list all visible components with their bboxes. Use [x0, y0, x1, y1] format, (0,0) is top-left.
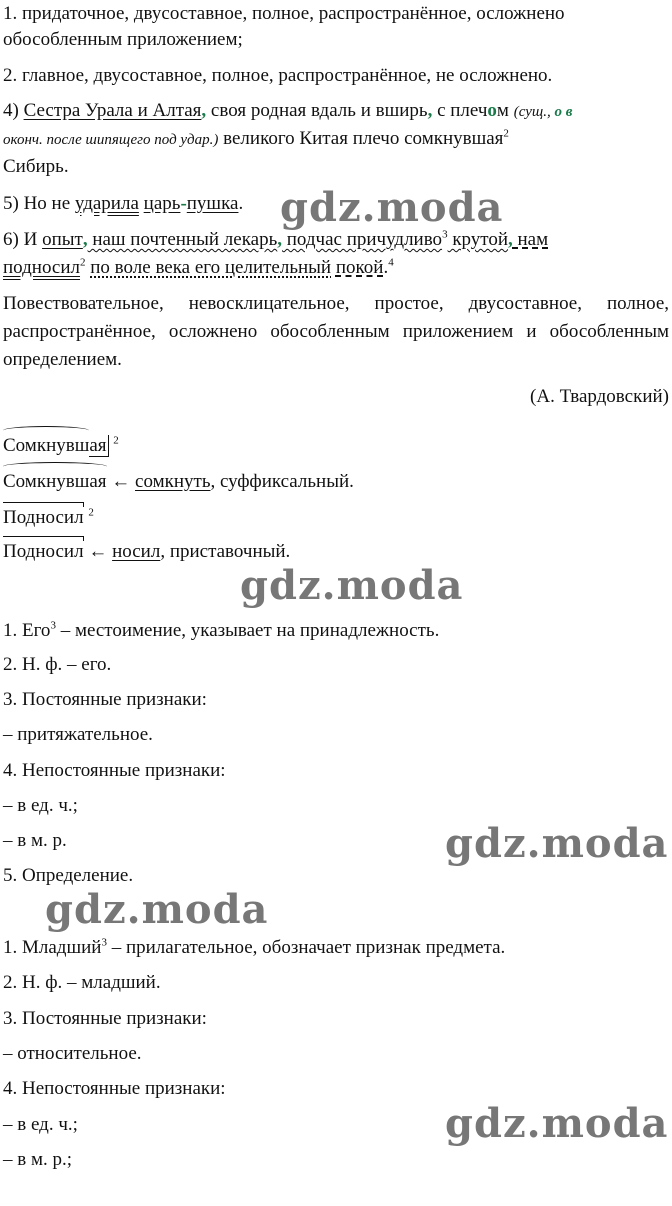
- sentence-description: Повествовательное, невосклицательное, простое, двусоставное, полное, распространённое, осложнено обособленным приложением и обособленным определением.: [3, 293, 669, 370]
- parse-ego-8: 5. Определение.: [3, 865, 134, 886]
- parse-ego-6: – в ед. ч.;: [3, 795, 78, 816]
- wf-type: , приставочный.: [160, 541, 291, 562]
- s6-adverbial: по воле века его целительный: [90, 257, 332, 278]
- wf-base: носил: [112, 541, 161, 562]
- s4-word-part: м: [496, 100, 514, 121]
- parse-sup: 3: [101, 936, 107, 949]
- watermark: gdz.moda: [240, 562, 464, 609]
- parse-text: 1. Его: [3, 620, 51, 641]
- s6-period: .: [383, 257, 389, 278]
- morph-sup: 2: [113, 434, 119, 447]
- parse-text: – прилагательное, обозначает признак предмета.: [106, 937, 506, 958]
- s6-definition: подчас причудливо: [282, 229, 443, 250]
- s4-apposition: своя родная вдаль и вширь: [206, 100, 428, 121]
- s5-predicate: ударила: [74, 193, 139, 214]
- s4-comma: ,: [427, 100, 433, 121]
- morph-word: Подносил: [3, 506, 84, 531]
- s6-sup: 4: [388, 256, 394, 269]
- s6-definition: крутой: [447, 229, 509, 250]
- parse-mladshiy-7: – в м. р.;: [3, 1149, 73, 1170]
- s6-predicate: подносил: [3, 257, 81, 278]
- watermark: gdz.moda: [445, 820, 669, 867]
- parse-mladshiy-3: 3. Постоянные признаки:: [3, 1008, 207, 1029]
- sentence-4-line2: [3, 127, 669, 152]
- s4-note: (сущ.,: [513, 104, 555, 120]
- s6-object: нам: [512, 229, 549, 250]
- author: (А. Твардовский): [530, 386, 669, 407]
- arrow: ←: [106, 471, 136, 492]
- s5-subject: царь: [143, 193, 181, 214]
- parse-ego-1: [3, 619, 669, 644]
- watermark: gdz.moda: [445, 1100, 669, 1147]
- parse-text: – местоимение, указывает на принадлежность.: [55, 620, 440, 641]
- watermark: gdz.moda: [45, 886, 269, 933]
- s4-sup: 2: [503, 127, 509, 140]
- s4-highlight-o: о: [487, 100, 497, 121]
- s6-comma: ,: [508, 229, 513, 250]
- s4-note: оконч. после шипящего под удар.): [3, 132, 219, 148]
- parse-mladshiy-6: – в ед. ч.;: [3, 1114, 78, 1135]
- s6-sup: 3: [442, 228, 448, 241]
- s5-dash: -: [180, 193, 187, 214]
- s4-word-part: с плеч: [432, 100, 488, 121]
- watermark: gdz.moda: [280, 184, 504, 231]
- line-3: 2. главное, двусоставное, полное, распространённое, не осложнено.: [3, 65, 553, 86]
- morph-sup: 2: [88, 506, 94, 519]
- wf-type: , суффиксальный.: [210, 471, 354, 492]
- parse-ego-7: – в м. р.: [3, 830, 67, 851]
- morphemic-1: [3, 434, 669, 459]
- parse-ego-3: 3. Постоянные признаки:: [3, 689, 207, 710]
- sentence-4-line3: Сибирь.: [3, 156, 69, 177]
- line-2: обособленным приложением;: [3, 29, 243, 50]
- s6-comma: ,: [82, 229, 88, 250]
- sentence-6-line2: [3, 256, 669, 281]
- morph-ending: ая: [89, 435, 107, 456]
- parse-ego-2: 2. Н. ф. – его.: [3, 654, 112, 675]
- parse-mladshiy-1: [3, 936, 669, 961]
- parse-text: 1. Младший: [3, 937, 102, 958]
- wf-word: Подносил: [3, 540, 84, 565]
- parse-mladshiy-5: 4. Непостоянные признаки:: [3, 1078, 226, 1099]
- word-formation-1: [3, 470, 669, 495]
- sentence-4-line1: [3, 99, 669, 124]
- s5-text: 5) Но не: [3, 193, 75, 214]
- s4-comma: ,: [201, 100, 207, 121]
- morphemic-2: [3, 506, 669, 531]
- s6-text: 6) И: [3, 229, 43, 250]
- s4-tail: великого Китая плечо сомкнувшая: [218, 128, 504, 149]
- s4-subject: Сестра Урала и Алтая: [23, 100, 202, 121]
- parse-mladshiy-2: 2. Н. ф. – младший.: [3, 972, 161, 993]
- s6-apposition: наш почтенный лекарь: [87, 229, 278, 250]
- morph-word: Сомкнувш: [3, 434, 89, 459]
- s6-object: покой: [335, 257, 384, 278]
- wf-base: сомкнуть: [135, 471, 211, 492]
- wf-word: Сомкнувшая: [3, 470, 107, 495]
- parse-mladshiy-4: – относительное.: [3, 1043, 142, 1064]
- s6-subject: опыт: [42, 229, 83, 250]
- s6-sup: 2: [80, 256, 86, 269]
- s5-subject: пушка: [186, 193, 239, 214]
- s4-note-o: о в: [554, 104, 573, 120]
- s4-number: 4): [3, 100, 24, 121]
- parse-ego-5: 4. Непостоянные признаки:: [3, 760, 226, 781]
- parse-ego-4: – притяжательное.: [3, 724, 153, 745]
- line-1: 1. придаточное, двусоставное, полное, распространённое, осложнено: [3, 3, 565, 24]
- arrow: ←: [83, 541, 113, 562]
- parse-sup: 3: [50, 619, 56, 632]
- s6-comma: ,: [277, 229, 282, 250]
- s5-period: .: [238, 193, 244, 214]
